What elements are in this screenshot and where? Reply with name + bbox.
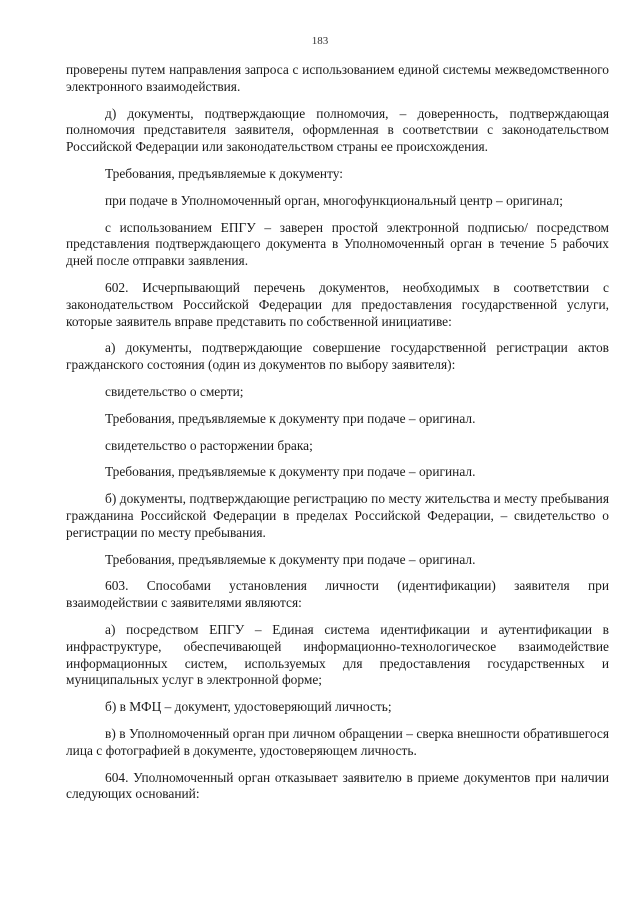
- paragraph: Требования, предъявляемые к документу при подаче – оригинал.: [105, 464, 476, 480]
- paragraph: свидетельство о смерти;: [105, 383, 244, 399]
- paragraph: Требования, предъявляемые к документу:: [105, 165, 344, 181]
- paragraph: а) посредством ЕПГУ – Единая система идентификации и аутентификации в инфраструктуре, обеспечивающей информационно-технологическое взаимодействие информационных систем, используемых для предоставления государственных и муниципальных услуг в электронной форме;: [66, 621, 609, 688]
- paragraph: свидетельство о расторжении брака;: [105, 437, 313, 453]
- paragraph: 603. Способами установления личности (идентификации) заявителя при взаимодействии с заявителями являются:: [66, 578, 609, 611]
- paragraph: д) документы, подтверждающие полномочия, – доверенность, подтверждающая полномочия представителя заявителя, оформленная в соответствии с законодательством Российской Федерации или законодательством страны ее происхождения.: [66, 105, 609, 155]
- paragraph: б) в МФЦ – документ, удостоверяющий личность;: [105, 699, 392, 715]
- paragraph: при подаче в Уполномоченный орган, многофункциональный центр – оригинал;: [105, 192, 563, 208]
- paragraph: проверены путем направления запроса с использованием единой системы межведомственного электронного взаимодействия.: [66, 62, 609, 94]
- paragraph: 602. Исчерпывающий перечень документов, необходимых в соответствии с законодательством Российской Федерации для предоставления государственной услуги, которые заявитель вправе представить по собственной инициативе:: [66, 279, 609, 329]
- paragraph: Требования, предъявляемые к документу при подаче – оригинал.: [105, 410, 476, 426]
- paragraph: а) документы, подтверждающие совершение государственной регистрации актов гражданского состояния (один из документов по выбору заявителя):: [66, 340, 609, 373]
- paragraph: в) в Уполномоченный орган при личном обращении – сверка внешности обратившегося лица с фотографией в документе, удостоверяющем личность.: [66, 725, 609, 758]
- paragraph: с использованием ЕПГУ – заверен простой электронной подписью/ посредством представления подтверждающего документа в Уполномоченный орган в течение 5 рабочих дней после отправки заявления.: [66, 219, 609, 269]
- paragraph: Требования, предъявляемые к документу при подаче – оригинал.: [105, 551, 476, 567]
- document-body: [66, 62, 609, 813]
- page-number: 183: [311, 35, 329, 47]
- paragraph: б) документы, подтверждающие регистрацию по месту жительства и месту пребывания гражданина Российской Федерации в пределах Российской Федерации, – свидетельство о регистрации по месту пребывания.: [66, 491, 609, 540]
- paragraph: 604. Уполномоченный орган отказывает заявителю в приеме документов при наличии следующих оснований:: [66, 769, 609, 802]
